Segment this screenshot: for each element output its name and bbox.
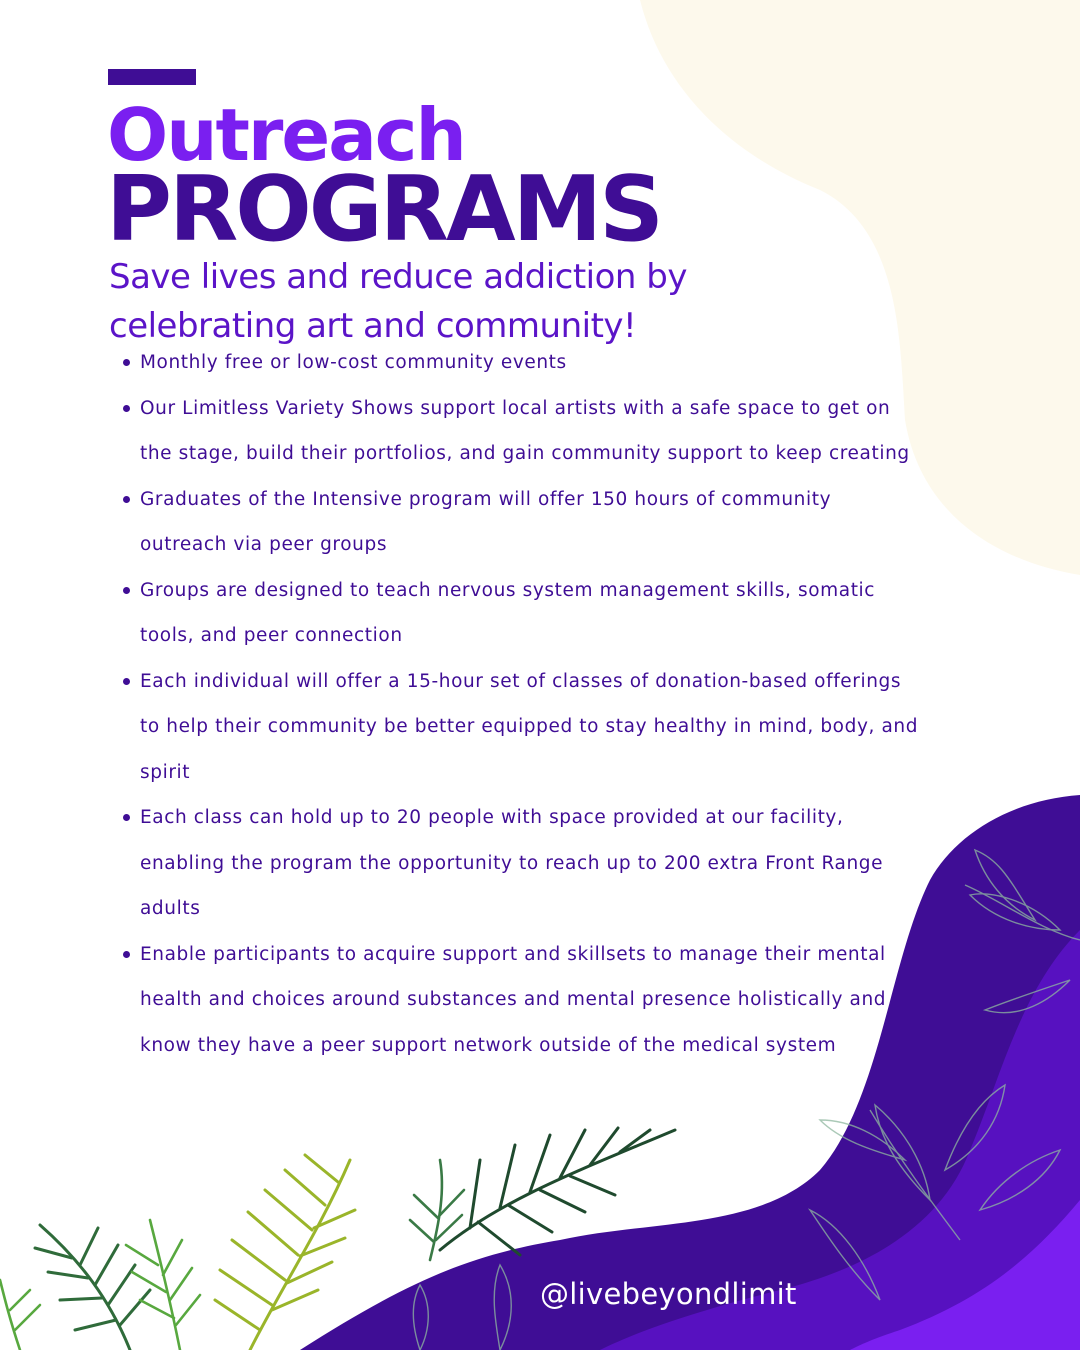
list-item-text: Each individual will offer a 15-hour set of classes of donation-based offerings to help their community be better equipped to stay healthy in mind, body, and spirit xyxy=(140,670,919,783)
list-item-text: Graduates of the Intensive program will offer 150 hours of community outreach via peer groups xyxy=(140,488,832,555)
list-item xyxy=(120,568,920,659)
bullet-dot-icon xyxy=(123,814,130,821)
list-item-text: Our Limitless Variety Shows support local artists with a safe space to get on the stage, build their portfolios, and gain community support to keep creating xyxy=(140,397,910,464)
bullet-dot-icon xyxy=(123,405,130,412)
list-item-text: Monthly free or low-cost community events xyxy=(140,352,567,373)
list-item-text: Each class can hold up to 20 people with space provided at our facility, enabling the program the opportunity to reach up to 200 extra Front Range adults xyxy=(140,807,884,919)
list-item xyxy=(120,932,920,1069)
list-item-text: Groups are designed to teach nervous system management skills, somatic tools, and peer connection xyxy=(140,579,876,646)
bullet-dot-icon xyxy=(123,678,130,685)
title-programs: PROGRAMS xyxy=(106,157,661,262)
list-item xyxy=(120,386,920,477)
bullet-dot-icon xyxy=(123,496,130,503)
subtitle: Save lives and reduce addiction by celebrating art and community! xyxy=(109,257,687,346)
bullet-dot-icon xyxy=(123,587,130,594)
bullet-dot-icon xyxy=(123,359,130,366)
bullet-dot-icon xyxy=(123,951,130,958)
list-item xyxy=(120,795,920,932)
social-handle: @livebeyondlimit xyxy=(540,1277,797,1311)
list-item xyxy=(120,340,920,386)
list-item xyxy=(120,477,920,568)
list-item-text: Enable participants to acquire support and skillsets to manage their mental health and choices around substances and mental presence holistically and know they have a peer support network outside of the medical system xyxy=(140,943,887,1056)
list-item xyxy=(120,659,920,796)
title-outreach: Outreach xyxy=(107,93,465,177)
accent-bar xyxy=(108,69,196,85)
program-bullet-list xyxy=(120,340,920,1068)
